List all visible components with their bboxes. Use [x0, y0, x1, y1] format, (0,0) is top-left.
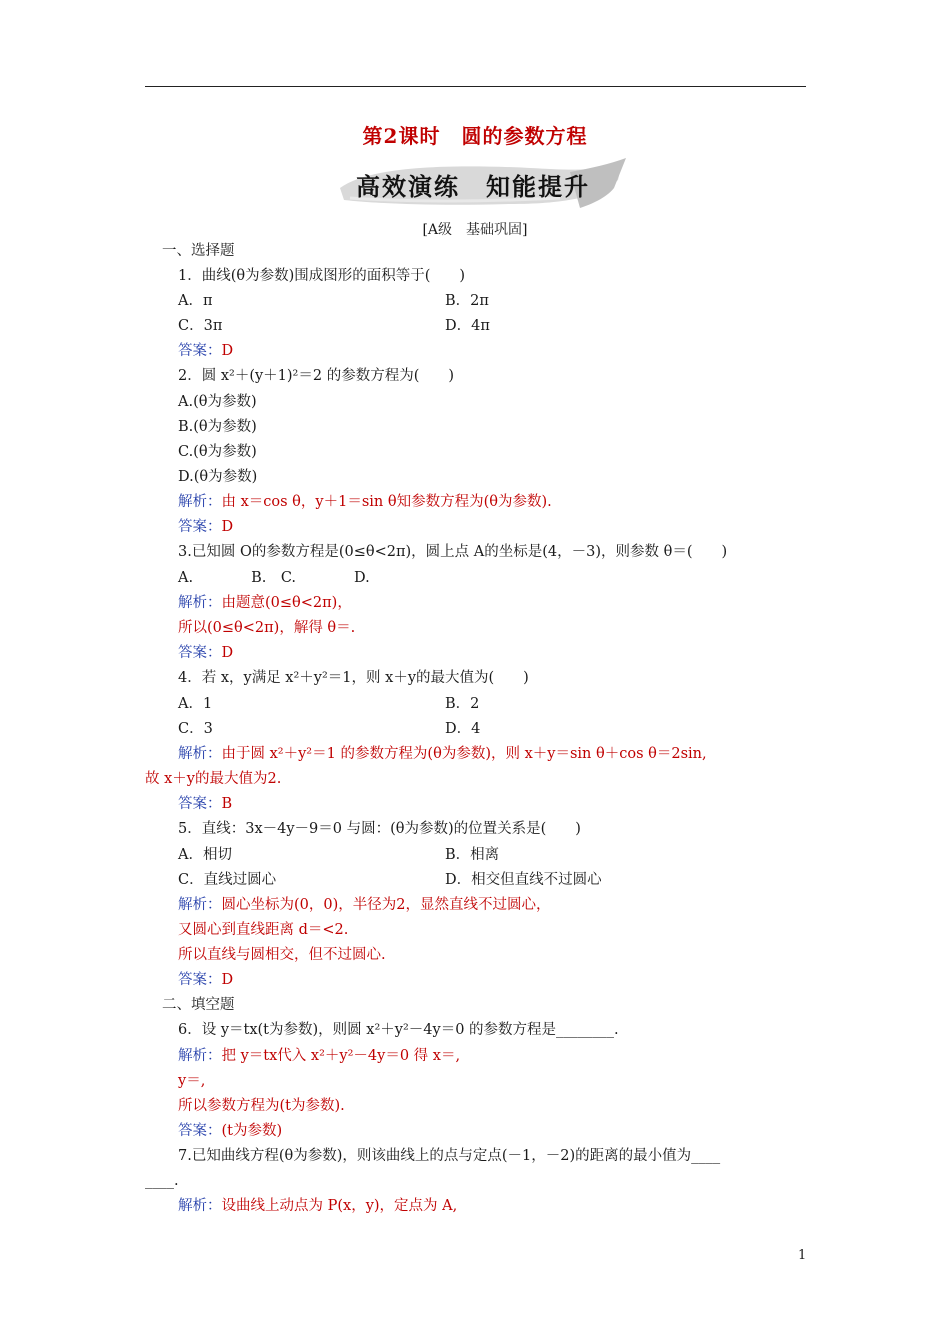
- analysis-line: [178, 1196, 457, 1216]
- line-label: 答案：: [178, 972, 222, 988]
- header-rule: [145, 86, 806, 87]
- text-line: A. B. C. D.: [178, 570, 370, 586]
- option-right: B．相离: [445, 847, 500, 863]
- answer-line: [178, 341, 233, 361]
- line-label: 解析：: [178, 1198, 222, 1214]
- text-line: 一、选择题: [162, 243, 235, 259]
- option-right: D．4π: [445, 318, 490, 334]
- line-label: 答案：: [178, 645, 222, 661]
- analysis-line: [178, 593, 352, 613]
- text-line: B.(θ为参数): [178, 419, 257, 435]
- text-line: 所以参数方程为(t为参数).: [178, 1098, 345, 1114]
- line-content: 把 y＝tx代入 x²＋y²－4y＝0 得 x＝,: [221, 1048, 461, 1064]
- text-line: A.(θ为参数): [178, 394, 257, 410]
- text-line: 所以(0≤θ<2π)，解得 θ＝.: [178, 620, 356, 636]
- line-label: 答案：: [178, 519, 222, 535]
- line-content: D: [221, 343, 234, 359]
- text-line: 2．圆 x²＋(y＋1)²＝2 的参数方程为( ): [178, 368, 455, 384]
- answer-line: [178, 970, 233, 990]
- answer-line: [178, 1121, 282, 1141]
- analysis-line: [178, 492, 552, 512]
- line-content: B: [221, 796, 233, 812]
- answer-line: [178, 794, 232, 814]
- line-content: 由于圆 x²＋y²＝1 的参数方程为(θ为参数)，则 x＋y＝sin θ＋cos θ＝2sin,: [221, 746, 707, 762]
- line-content: 圆心坐标为(0，0)，半径为2，显然直线不过圆心，: [221, 897, 551, 913]
- line-content: 由 x＝cos θ，y＋1＝sin θ知参数方程为(θ为参数).: [221, 494, 552, 510]
- text-line: A．相切: [178, 847, 232, 863]
- text-line: C．3π: [178, 318, 223, 334]
- line-content: D: [221, 645, 234, 661]
- line-content: D: [221, 519, 234, 535]
- line-content: (t为参数): [221, 1123, 283, 1139]
- level-heading: [A级 基础巩固]: [422, 222, 528, 238]
- text-line: 又圆心到直线距离 d＝<2.: [178, 922, 349, 938]
- answer-line: [178, 643, 233, 663]
- text-line: 二、填空题: [162, 997, 235, 1013]
- option-right: D．4: [445, 721, 481, 737]
- text-line: 所以直线与圆相交，但不过圆心.: [178, 947, 386, 963]
- line-label: 解析：: [178, 1048, 222, 1064]
- text-line: C．直线过圆心: [178, 872, 277, 888]
- text-line: 6．设 y＝tx(t为参数)，则圆 x²＋y²－4y＝0 的参数方程是________.: [178, 1022, 619, 1038]
- text-line: D.(θ为参数): [178, 469, 258, 485]
- text-line: ____.: [145, 1173, 179, 1189]
- text-line: 4．若 x，y满足 x²＋y²＝1，则 x＋y的最大值为( ): [178, 670, 529, 686]
- line-content: D: [221, 972, 234, 988]
- banner-title: 高效演练 知能提升: [356, 173, 590, 201]
- line-label: 答案：: [178, 1123, 222, 1139]
- text-line: 5．直线：3x－4y－9＝0 与圆：(θ为参数)的位置关系是( ): [178, 821, 581, 837]
- text-line: 7.已知曲线方程(θ为参数)，则该曲线上的点与定点(－1，－2)的距离的最小值为____: [178, 1148, 721, 1164]
- line-label: 解析：: [178, 897, 222, 913]
- text-line: y＝,: [178, 1073, 206, 1089]
- text-line: 1．曲线(θ为参数)围成图形的面积等于( ): [178, 268, 466, 284]
- page-number: 1: [798, 1248, 807, 1263]
- line-content: 由题意(0≤θ<2π)，: [221, 595, 352, 611]
- text-line: C.(θ为参数): [178, 444, 257, 460]
- answer-line: [178, 517, 233, 537]
- analysis-line: [178, 1046, 460, 1066]
- text-line: 故 x＋y的最大值为2.: [145, 771, 282, 787]
- line-label: 答案：: [178, 796, 222, 812]
- analysis-line: [178, 895, 551, 915]
- option-right: D．相交但直线不过圆心: [445, 872, 602, 888]
- lesson-title: 第2课时 圆的参数方程: [362, 124, 588, 148]
- line-label: 答案：: [178, 343, 222, 359]
- line-label: 解析：: [178, 746, 222, 762]
- text-line: A．π: [178, 293, 213, 309]
- analysis-line: [178, 744, 707, 764]
- line-label: 解析：: [178, 494, 222, 510]
- text-line: A．1: [178, 696, 213, 712]
- text-line: C．3: [178, 721, 213, 737]
- text-line: 3.已知圆 O的参数方程是(0≤θ<2π)，圆上点 A的坐标是(4，－3)，则参数 θ＝( ): [178, 544, 728, 560]
- option-right: B．2: [445, 696, 480, 712]
- line-content: 设曲线上动点为 P(x，y)，定点为 A,: [221, 1198, 458, 1214]
- line-label: 解析：: [178, 595, 222, 611]
- option-right: B．2π: [445, 293, 489, 309]
